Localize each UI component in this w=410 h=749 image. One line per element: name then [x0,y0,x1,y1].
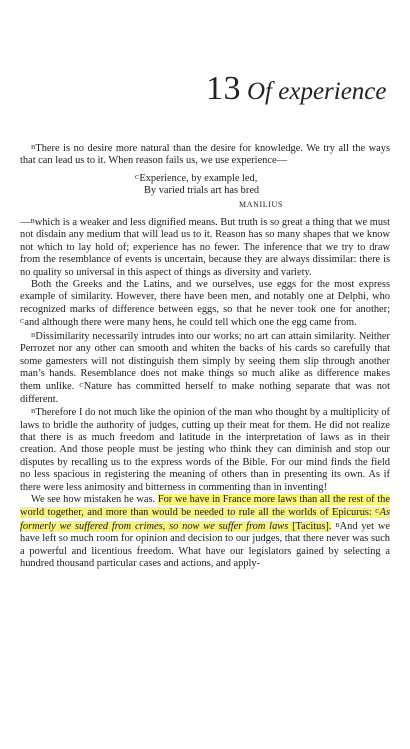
text-marker: B [335,521,340,529]
text-marker: B [31,331,36,339]
chapter-heading [206,70,387,108]
text-marker: C [375,508,380,516]
paragraph-2: Both the Greeks and the Latins, and we ourselves, use eggs for the most express example of similarity. However, there have been men, and notably one at Delphi, who recognized marks of difference between eggs, so that he never took one for another; $^C$and although there were many hens, he could tell which one the egg came from. [20,279,390,329]
citation: [Tacitus]. [292,520,332,532]
intro-paragraph: $^B$There is no desire more natural than the desire for knowledge. We try all the ways that can lead us to it. When reason fails us, we use experience— [20,143,390,167]
chapter-number: 13 [206,70,241,107]
paragraph-4: $^B$Therefore I do not much like the opinion of the man who thought by a multiplicity of laws to bridle the authority of judges, cutting up their meat for them. He did not realize that there is as much freedom and latitude in the interpretation of laws as in their creation. And those people must be jesting who think they can diminish and stop our disputes by recalling us to the express words of the Bible. For our mind finds the field no less spacious in registering the meaning of others than in presenting its own. As if there were less animosity and bitterness in commenting than in inventing! [20,407,390,493]
essay-body [20,142,390,570]
text-marker: B [30,218,35,226]
tacitus-quote: As formerly we suffered from crimes, so now we suffer from laws [20,507,390,532]
verse-attribution: MANILIUS [239,199,283,209]
chapter-title: Of experience [247,78,387,105]
paragraph-3: $^B$Dissimilarity necessarily intrudes into our works; no art can attain similarity. Neither Perrozet nor any other can smooth and whiten the backs of his cards so carefully that some gamesters will not distinguish them simply by seeing them slip through another man’s hands. Resemblance does not make things so much alike as difference makes them unlike. $^C$Nature has committed herself to make nothing separate that was not different. [20,330,390,405]
verse-line-1: $^C$Experience, by example led, [135,172,258,184]
text-marker: C [135,173,140,181]
verse-quote [20,172,390,211]
highlighted-passage: For we have in France more laws than all the rest of the world together, and more than would be needed to rule all the worlds of Epicurus: $^C$As formerly we suffered from crimes, so now we suffer from laws [Tacitus]. [20,493,390,532]
text-marker: B [31,144,36,151]
paragraph-1: —$^B$which is a weaker and less dignified means. But truth is so great a thing that we must not disdain any medium that will lead us to it. Reason has so many shapes that we know not which to lay hold of; experience has no fewer. The inference that we try to draw from the resemblance of events is uncertain, because they are always dissimilar: there is no quality so universal in this aspect of things as diversity and variety. [20,217,390,278]
text-marker: B [31,408,36,416]
text-marker: C [20,318,25,326]
paragraph-5: We see how mistaken he was. For we have in France more laws than all the rest of the world together, and more than would be needed to rule all the worlds of Epicurus: $^C$As formerly we suffered from crimes, so now we suffer from laws [Tacitus]. $^B$And yet we have left so much room for opinion and decision to our judges, that there never was such a powerful and licentious freedom. What have our legislators gained by selecting a hundred thousand particular cases and actions, and apply- [20,493,390,569]
text-marker: C [79,382,84,390]
verse-line-2: By varied trials art has bred [144,185,260,197]
